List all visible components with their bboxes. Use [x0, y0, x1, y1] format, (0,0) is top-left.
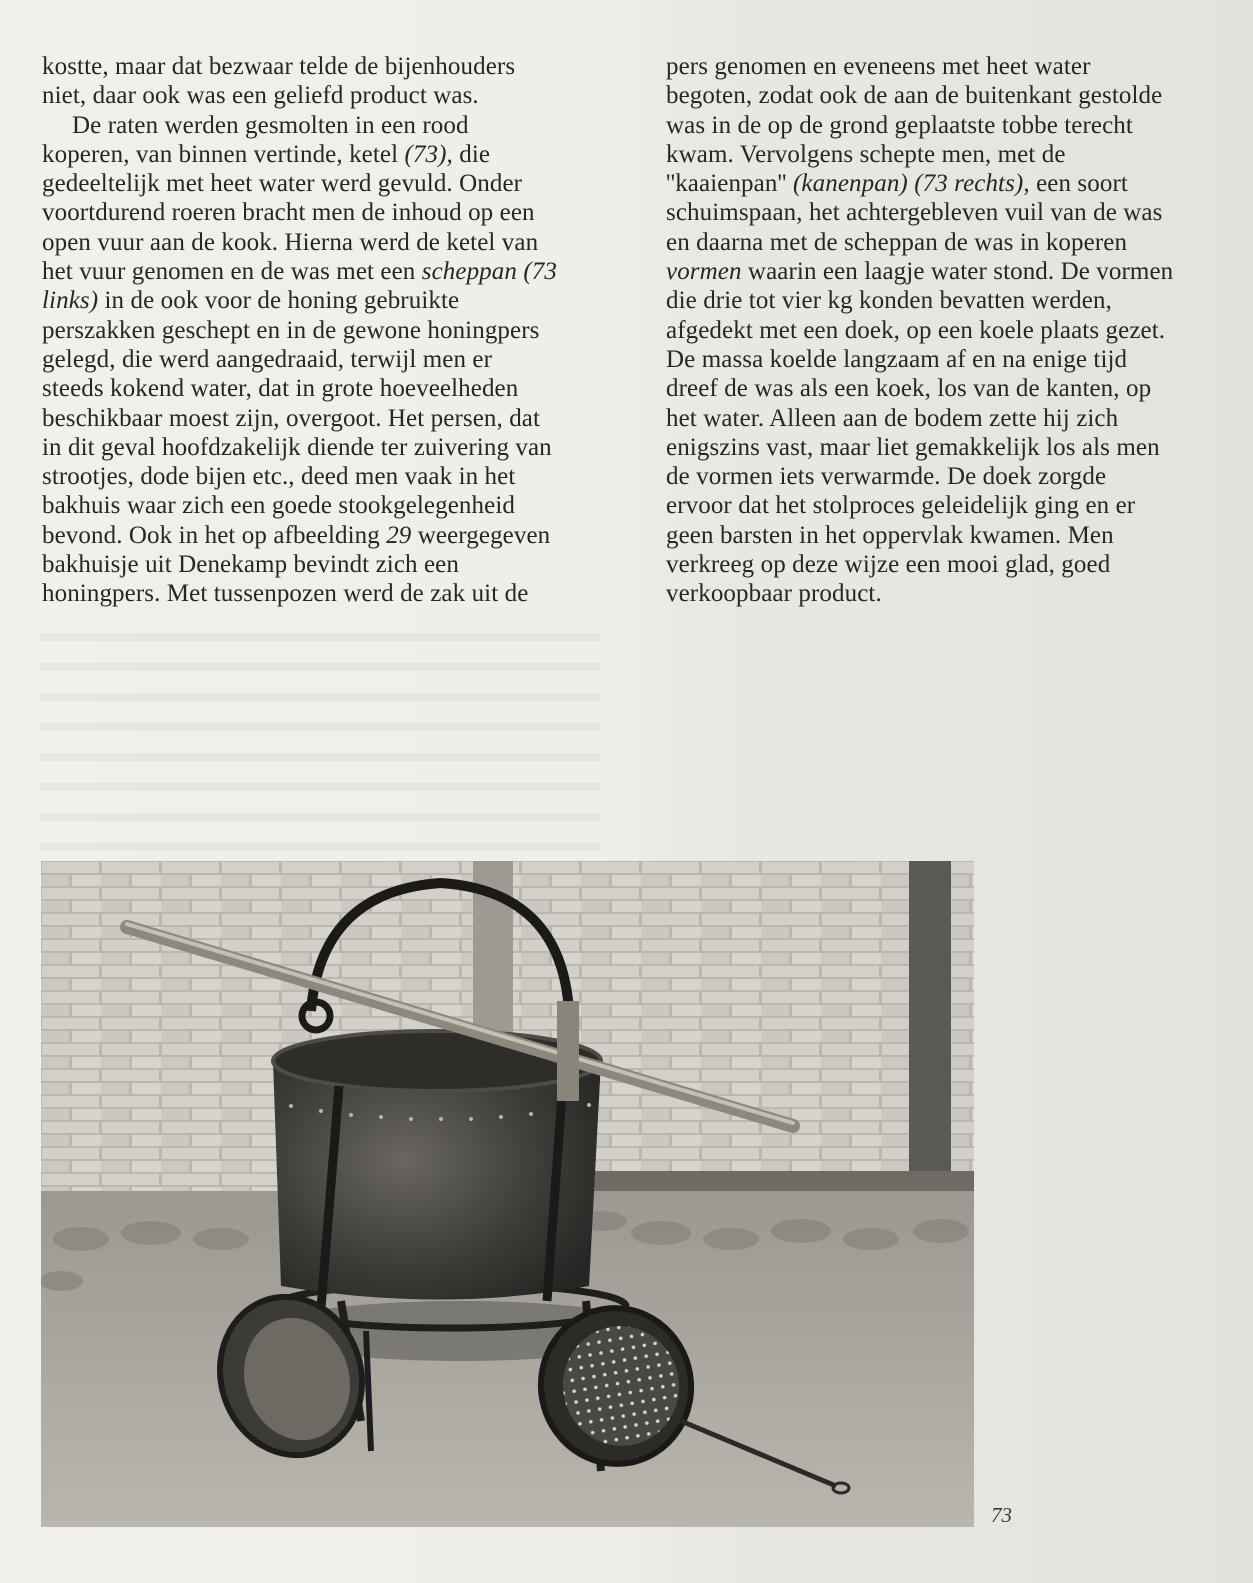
text-run: verkreeg op deze wijze een mooi glad, goed [666, 551, 1111, 579]
right-column-line [666, 374, 1206, 403]
left-column-line [42, 111, 590, 140]
right-column-line [666, 198, 1206, 227]
right-column-line [666, 345, 1206, 374]
italic-text-run: links) [42, 287, 99, 315]
left-column-line [42, 140, 590, 169]
left-column-line [42, 81, 590, 110]
text-run: de vormen iets verwarmde. De doek zorgde [666, 463, 1107, 491]
text-run: verkoopbaar product. [666, 580, 882, 608]
left-column-line [42, 550, 590, 579]
right-column-line [666, 257, 1206, 286]
right-column-line [666, 491, 1206, 520]
right-column-line [666, 228, 1206, 257]
text-run: strootjes, dode bijen etc., deed men vaak in het [42, 463, 516, 491]
text-run: perszakken geschept en in de gewone honingpers [42, 316, 540, 344]
text-run: steeds kokend water, dat in grote hoeveelheden [42, 375, 519, 403]
right-column-line [666, 316, 1206, 345]
right-column-line [666, 462, 1206, 491]
text-run: bakhuisje uit Denekamp bevindt zich een [42, 551, 459, 579]
left-column-line [42, 316, 590, 345]
wall-post-right [909, 861, 951, 1201]
left-column-line [42, 491, 590, 520]
text-run: schuimspaan, het achtergebleven vuil van de was [666, 199, 1163, 227]
text-run: het vuur genomen en de was met een [42, 258, 422, 286]
italic-text-run: (kanenpan) (73 rechts), [793, 170, 1030, 198]
left-column-line [42, 462, 590, 491]
text-run: begoten, zodat ook de aan de buitenkant gestolde [666, 82, 1163, 110]
right-text-column [666, 52, 1206, 609]
text-run: gedeeltelijk met heet water werd gevuld. Onder [42, 170, 523, 198]
right-column-line [666, 286, 1206, 315]
left-column-line [42, 228, 590, 257]
left-column-line [42, 286, 590, 315]
right-column-line [666, 404, 1206, 433]
figure-photo-copper-kettle [41, 861, 974, 1527]
text-run: De raten werden gesmolten in een rood [72, 111, 469, 139]
text-run: enigszins vast, maar liet gemakkelijk los als men [666, 433, 1160, 461]
text-run: geen barsten in het oppervlak kwamen. Men [666, 521, 1114, 549]
left-column-line [42, 257, 590, 286]
text-run: kwam. Vervolgens schepte men, met de [666, 140, 1066, 168]
left-text-column [42, 52, 590, 609]
text-run: koperen, van binnen vertinde, ketel [42, 140, 405, 168]
right-column-line [666, 550, 1206, 579]
text-run: waarin een laagje water stond. De vormen [741, 258, 1174, 286]
text-run: ''kaaienpan'' [666, 170, 793, 198]
text-run: bakhuis waar zich een goede stookgelegenheid [42, 492, 515, 520]
text-run: De massa koelde langzaam af en na enige tijd [666, 345, 1128, 373]
text-run: een soort [1029, 170, 1128, 198]
right-column-line [666, 81, 1206, 110]
figure-number: 73 [991, 1503, 1012, 1527]
show-through-text [40, 615, 600, 855]
text-run: het water. Alleen aan de bodem zette hij zich [666, 404, 1119, 432]
text-run: die drie tot vier kg konden bevatten werden, [666, 287, 1112, 315]
right-column-line [666, 140, 1206, 169]
text-run: was in de op de grond geplaatste tobbe terecht [666, 111, 1133, 139]
right-column-line [666, 111, 1206, 140]
italic-text-run: (73), [404, 140, 453, 168]
right-column-line [666, 521, 1206, 550]
text-run: die [452, 140, 491, 168]
text-run: en daarna met de scheppan de was in koperen [666, 228, 1128, 256]
italic-text-run: scheppan (73 [421, 258, 557, 286]
text-run: ervoor dat het stolproces geleidelijk ging en er [666, 492, 1136, 520]
text-run: niet, daar ook was een geliefd product was. [42, 82, 479, 110]
text-run: dreef de was als een koek, los van de kanten, op [666, 375, 1152, 403]
text-run: afgedekt met een doek, op een koele plaats gezet. [666, 316, 1166, 344]
left-column-line [42, 404, 590, 433]
text-run: kostte, maar dat bezwaar telde de bijenhouders [42, 53, 516, 80]
left-column-line [42, 521, 590, 550]
text-run: in dit geval hoofdzakelijk diende ter zuivering van [42, 433, 552, 461]
left-column-line [42, 169, 590, 198]
text-run: gelegd, die werd aangedraaid, terwijl men er [42, 345, 493, 373]
pole-clamp [557, 1001, 579, 1101]
left-column-line [42, 345, 590, 374]
right-column-line [666, 433, 1206, 462]
left-column-line [42, 198, 590, 227]
text-run: beschikbaar moest zijn, overgoot. Het persen, dat [42, 404, 541, 432]
text-run: in de ook voor de honing gebruikte [98, 287, 460, 315]
right-column-line [666, 52, 1206, 81]
text-run: honingpers. Met tussenpozen werd de zak uit de [42, 580, 529, 608]
text-run: pers genomen en eveneens met heet water [666, 53, 1091, 80]
text-run: bevond. Ook in het op afbeelding [42, 521, 387, 549]
left-column-line [42, 374, 590, 403]
left-column-line [42, 579, 590, 608]
left-column-line [42, 52, 590, 81]
text-run: open vuur aan de kook. Hierna werd de ketel van [42, 228, 539, 256]
left-column-line [42, 433, 590, 462]
text-run: voortdurend roeren bracht men de inhoud op een [42, 199, 535, 227]
italic-text-run: vormen [666, 258, 742, 286]
text-run: weergegeven [411, 521, 551, 549]
italic-text-run: 29 [386, 521, 412, 549]
right-column-line [666, 169, 1206, 198]
right-column-line [666, 579, 1206, 608]
